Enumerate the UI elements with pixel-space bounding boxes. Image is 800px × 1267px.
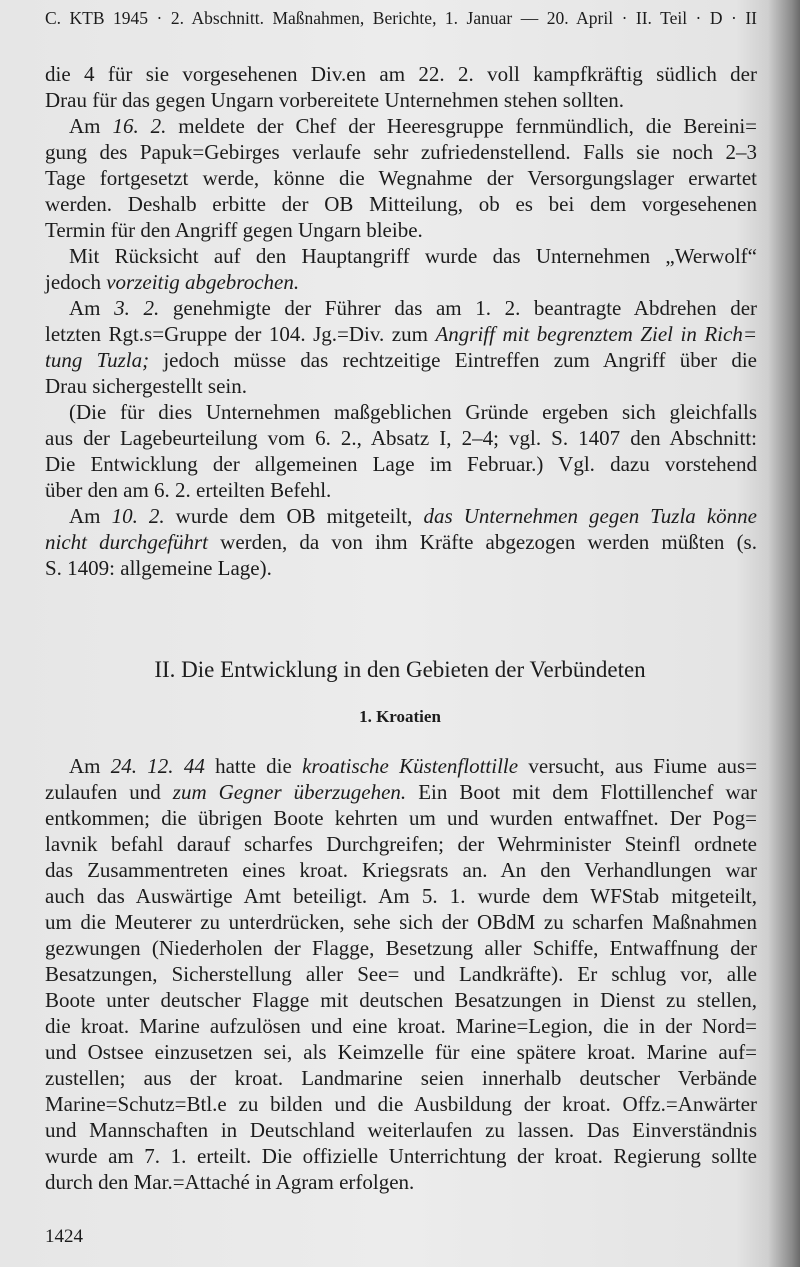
- paragraph-line: [45, 399, 757, 425]
- text: hatte die: [204, 754, 303, 778]
- paragraph-line: [45, 243, 757, 269]
- text: Am: [69, 114, 113, 138]
- text: über den am 6. 2. erteilten Befehl.: [45, 478, 332, 502]
- italic-text: zum Gegner überzugehen.: [172, 780, 407, 804]
- text: durch den Mar.=Attaché in Agram erfolgen.: [45, 1170, 415, 1194]
- text: genehmigte der Führer das am 1. 2. beantragte Abdrehen der: [159, 296, 758, 320]
- text: und Mannschaften in Deutschland weiterlaufen zu lassen. Das Einverständnis: [45, 1118, 757, 1142]
- paragraph-line: [45, 373, 757, 399]
- text: gung des Papuk=Gebirges verlaufe sehr zufriedenstellend. Falls sie noch 2–3: [45, 140, 757, 164]
- running-header: C. KTB 1945 · 2. Abschnitt. Maßnahmen, Berichte, 1. Januar — 20. April · II. Teil · D · II: [45, 8, 757, 28]
- text: (Die für dies Unternehmen maßgeblichen Gründe ergeben sich gleichfalls: [69, 400, 757, 424]
- italic-text: Angriff mit begrenztem Ziel in Rich=: [435, 322, 757, 346]
- italic-text: vorzeitig abgebrochen.: [106, 270, 300, 294]
- text: zulaufen und: [45, 780, 173, 804]
- paragraph-line: [45, 805, 757, 831]
- paragraph-line: [45, 139, 757, 165]
- text: Drau für das gegen Ungarn vorbereitete Unternehmen stehen sollten.: [45, 88, 625, 112]
- paragraph-line: [45, 347, 757, 373]
- paragraph-line: [45, 217, 757, 243]
- paragraph-line: [45, 1013, 757, 1039]
- text: und Ostsee einzusetzen sei, als Keimzelle für eine spätere kroat. Marine auf=: [45, 1040, 757, 1064]
- text: jedoch müsse das rechtzeitige Eintreffen zum Angriff über die: [149, 348, 757, 372]
- text: aus der Lagebeurteilung vom 6. 2., Absatz I, 2–4; vgl. S. 1407 den Abschnitt:: [45, 426, 757, 450]
- paragraph-line: [45, 321, 757, 347]
- paragraph-line: [45, 87, 757, 113]
- text: zustellen; aus der kroat. Landmarine seien innerhalb deutscher Verbände: [45, 1066, 757, 1090]
- text: Drau sichergestellt sein.: [45, 374, 247, 398]
- italic-text: kroatische Küstenflottille: [302, 754, 519, 778]
- italic-text: 10. 2.: [111, 504, 165, 528]
- paragraph-line: [45, 935, 757, 961]
- text: Die Entwicklung der allgemeinen Lage im Februar.) Vgl. dazu vorstehend: [45, 452, 757, 476]
- text: Marine=Schutz=Btl.e zu bilden und die Ausbildung der kroat. Offz.=Anwärter: [45, 1092, 757, 1116]
- text: die 4 für sie vorgesehenen Div.en am 22. 2. voll kampfkräftig südlich der: [45, 62, 757, 86]
- text: jedoch: [45, 270, 107, 294]
- text: werden. Deshalb erbitte der OB Mitteilung, ob es bei dem vorgesehenen: [45, 192, 757, 216]
- text: gezwungen (Niederholen der Flagge, Besetzung aller Schiffe, Entwaffnung der: [45, 936, 757, 960]
- text: um die Meuterer zu unterdrücken, sehe sich der OBdM zu scharfen Maßnahmen: [45, 910, 757, 934]
- paragraph-line: [45, 295, 757, 321]
- paragraph-line: [45, 909, 757, 935]
- paragraph-line: [45, 883, 757, 909]
- paragraph-line: [45, 451, 757, 477]
- paragraph-line: [45, 1117, 757, 1143]
- text: versucht, aus Fiume aus=: [518, 754, 758, 778]
- paragraph-line: [45, 753, 757, 779]
- paragraph-line: [45, 1143, 757, 1169]
- section-heading: II. Die Entwicklung in den Gebieten der Verbündeten: [154, 657, 646, 682]
- subsection-heading: 1. Kroatien: [359, 707, 441, 726]
- text: entkommen; die übrigen Boote kehrten um und wurden entwaffnet. Der Pog=: [45, 806, 757, 830]
- text: meldete der Chef der Heeresgruppe fernmündlich, die Bereini=: [166, 114, 758, 138]
- paragraph-line: [45, 61, 757, 87]
- text: S. 1409: allgemeine Lage).: [45, 556, 272, 580]
- paragraph-line: [45, 1065, 757, 1091]
- paragraph-line: [45, 503, 757, 529]
- paragraph-line: [45, 1091, 757, 1117]
- text: Tage fortgesetzt werde, könne die Wegnahme der Versorgungslager erwartet: [45, 166, 757, 190]
- text: werden, da von ihm Kräfte abgezogen werden müßten (s.: [208, 530, 757, 554]
- paragraph-line: [45, 1039, 757, 1065]
- text: Besatzungen, Sicherstellung aller See= und Landkräfte). Er schlug vor, alle: [45, 962, 757, 986]
- paragraph-line: [45, 1169, 757, 1195]
- text: letzten Rgt.s=Gruppe der 104. Jg.=Div. zum: [45, 322, 436, 346]
- italic-text: 3. 2.: [114, 296, 160, 320]
- text: wurde am 7. 1. erteilt. Die offizielle Unterrichtung der kroat. Regierung sollte: [45, 1144, 757, 1168]
- text: Termin für den Angriff gegen Ungarn bleibe.: [45, 218, 423, 242]
- paragraph-line: [45, 113, 757, 139]
- text: Boote unter deutscher Flagge mit deutschen Besatzungen in Dienst zu stellen,: [45, 988, 757, 1012]
- paragraph-line: [45, 425, 757, 451]
- italic-text: 16. 2.: [112, 114, 167, 138]
- italic-text: 24. 12. 44: [110, 754, 205, 778]
- paragraph-line: [45, 191, 757, 217]
- paragraph-line: [45, 269, 757, 295]
- text: die kroat. Marine aufzulösen und eine kroat. Marine=Legion, die in der Nord=: [45, 1014, 757, 1038]
- text: Mit Rücksicht auf den Hauptangriff wurde das Unternehmen „Werwolf“: [69, 244, 757, 268]
- italic-text: tung Tuzla;: [45, 348, 150, 372]
- text: Ein Boot mit dem Flottillenchef war: [406, 780, 757, 804]
- body-text-top: [45, 61, 757, 581]
- text: lavnik befahl darauf scharfes Durchgreifen; der Wehrminister Steinfl ordnete: [45, 832, 757, 856]
- italic-text: nicht durchgeführt: [45, 530, 209, 554]
- text: auch das Auswärtige Amt beteiligt. Am 5. 1. wurde dem WFStab mitgeteilt,: [45, 884, 757, 908]
- paragraph-line: [45, 477, 757, 503]
- paragraph-line: [45, 529, 757, 555]
- text: wurde dem OB mitgeteilt,: [164, 504, 424, 528]
- paragraph-line: [45, 555, 757, 581]
- text: Am: [69, 504, 112, 528]
- paragraph-line: [45, 987, 757, 1013]
- paragraph-line: [45, 779, 757, 805]
- text: das Zusammentreten eines kroat. Kriegsrats an. An den Verhandlungen war: [45, 858, 757, 882]
- italic-text: das Unternehmen gegen Tuzla könne: [423, 504, 757, 528]
- paragraph-line: [45, 961, 757, 987]
- paragraph-line: [45, 831, 757, 857]
- text: Am: [69, 296, 115, 320]
- page-number: 1424: [45, 1226, 83, 1247]
- text: Am: [69, 754, 111, 778]
- paragraph-line: [45, 857, 757, 883]
- paragraph-line: [45, 165, 757, 191]
- body-text-kroatien: [45, 753, 757, 1195]
